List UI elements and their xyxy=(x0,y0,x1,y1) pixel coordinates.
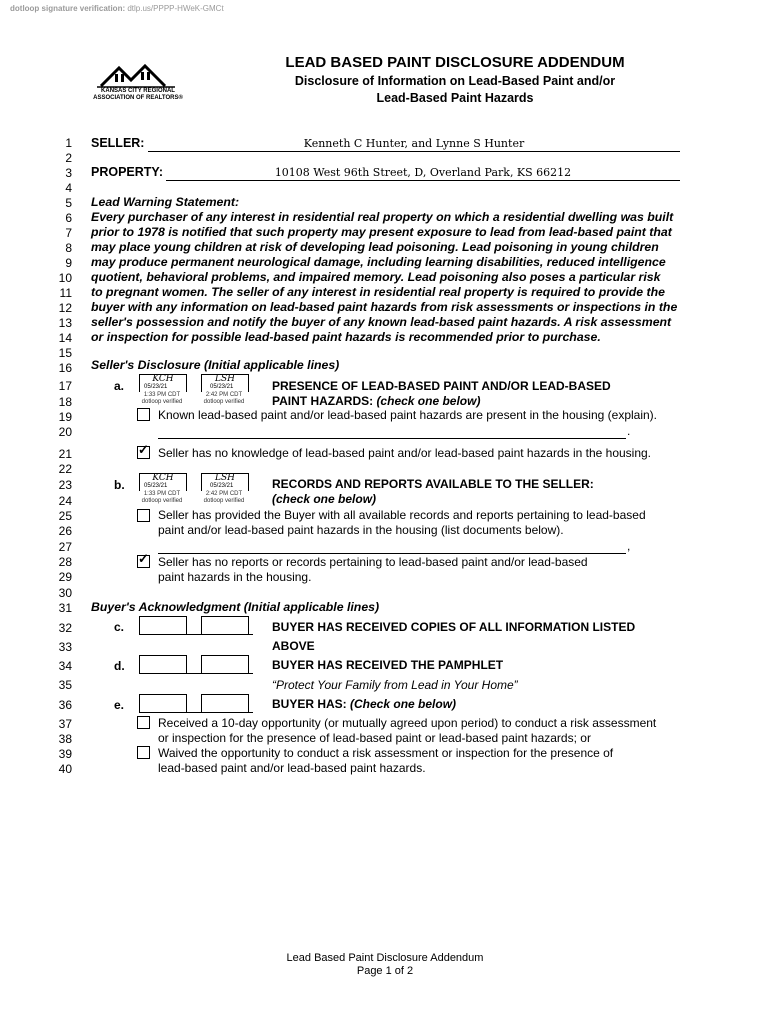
item-e-letter: e. xyxy=(114,698,125,712)
item-a-title-line1: PRESENCE OF LEAD-BASED PAINT AND/OR LEAD-BASED xyxy=(272,379,611,393)
line-number: 6 xyxy=(65,211,72,225)
verification-label: dotloop signature verification: xyxy=(10,4,126,13)
line-number: 25 xyxy=(58,509,72,523)
subtitle-line2: Lead-Based Paint Hazards xyxy=(376,91,534,105)
line-number: 22 xyxy=(58,462,72,476)
property-value: 10108 West 96th Street, D, Overland Park, KS 66212 xyxy=(274,166,572,179)
seller-initial-a2[interactable] xyxy=(201,374,249,392)
seller-initial-b2[interactable] xyxy=(201,473,249,491)
warning-line: Every purchaser of any interest in residential real property on which a residential dwelling was built xyxy=(91,210,674,224)
item-e-title-bold: BUYER HAS: xyxy=(272,697,351,711)
subtitle-line1: Disclosure of Information on Lead-Based Paint and/or xyxy=(294,74,616,88)
item-d-line1: BUYER HAS RECEIVED THE PAMPHLET xyxy=(272,658,504,672)
warning-line: quotient, behavioral problems, and impaired memory. Lead poisoning also poses a particular risk xyxy=(91,270,661,284)
item-c-line2: ABOVE xyxy=(272,639,315,653)
warning-line: seller's possession and notify the buyer of any known lead-based paint hazards. A risk assessment xyxy=(91,315,672,329)
item-c-letter: c. xyxy=(114,620,125,634)
logo-text xyxy=(93,88,183,102)
stamp-verified: dotloop verified xyxy=(203,399,245,405)
option-b1-end: , xyxy=(627,539,631,553)
item-b-title-line1: RECORDS AND REPORTS AVAILABLE TO THE SELLER: xyxy=(272,477,594,491)
warning-line: prior to 1978 is notified that such property may present exposure to lead from lead-based paint that xyxy=(91,225,672,239)
option-b1-text-line2: paint and/or lead-based paint hazards in the housing (list documents below). xyxy=(158,523,564,537)
line-number: 2 xyxy=(65,151,72,165)
line-number: 9 xyxy=(65,256,72,270)
line-number: 40 xyxy=(58,762,72,776)
initial-signature: LSH xyxy=(215,473,235,483)
item-a-title-line2 xyxy=(272,394,480,408)
initial-stamp-b2 xyxy=(194,491,254,505)
option-b1-checkbox[interactable] xyxy=(137,509,150,522)
initial-stamp-a1 xyxy=(132,392,192,406)
buyer-initial-c-line xyxy=(139,620,253,635)
initial-signature: LSH xyxy=(215,374,235,384)
stamp-time: 2:42 PM CDT xyxy=(205,491,243,497)
logo-line1: KANSAS CITY REGIONAL xyxy=(101,88,175,94)
item-a-title-bold: PAINT HAZARDS: xyxy=(272,394,377,408)
check-icon: ✓ xyxy=(138,551,149,566)
seller-label: SELLER: xyxy=(91,136,145,150)
line-number: 12 xyxy=(58,301,72,315)
line-number: 38 xyxy=(58,732,72,746)
option-a1-checkbox[interactable] xyxy=(137,408,150,421)
line-number: 10 xyxy=(58,271,72,285)
item-a-title-italic: (check one below) xyxy=(376,394,481,408)
line-number: 20 xyxy=(58,425,72,439)
line-number: 28 xyxy=(58,555,72,569)
option-e1-checkbox[interactable] xyxy=(137,716,150,729)
option-a2-checkbox[interactable] xyxy=(137,442,150,459)
initial-date: 05/23/21 xyxy=(210,483,234,489)
option-b2-checkbox[interactable] xyxy=(137,551,150,568)
initial-stamp-a2 xyxy=(194,392,254,406)
option-e2-checkbox[interactable] xyxy=(137,746,150,759)
property-field[interactable] xyxy=(166,165,680,181)
verification-link[interactable]: dtlp.us/PPPP-HWeK-GMCt xyxy=(127,4,224,13)
warning-heading: Lead Warning Statement: xyxy=(91,195,240,209)
page-footer xyxy=(200,952,570,978)
seller-value: Kenneth C Hunter, and Lynne S Hunter xyxy=(303,137,525,150)
logo-line2: ASSOCIATION OF REALTORS® xyxy=(93,95,183,101)
signature-verification xyxy=(10,4,224,13)
line-number: 36 xyxy=(58,698,72,712)
line-number: 35 xyxy=(58,678,72,692)
line-number: 3 xyxy=(65,166,72,180)
option-b1-documents-field[interactable] xyxy=(158,539,626,554)
line-number: 17 xyxy=(58,379,72,393)
seller-disclosure-heading: Seller's Disclosure (Initial applicable lines) xyxy=(91,358,340,372)
option-a1-explain-field[interactable] xyxy=(158,424,626,439)
warning-line: or inspection for possible lead-based paint hazards is recommended prior to purchase. xyxy=(91,330,601,344)
initial-signature: KCH xyxy=(152,473,174,483)
line-number: 31 xyxy=(58,601,72,615)
stamp-verified: dotloop verified xyxy=(203,498,245,504)
line-number: 29 xyxy=(58,570,72,584)
option-a1-text: Known lead-based paint and/or lead-based paint hazards are present in the housing (explain). xyxy=(158,408,657,422)
line-number: 39 xyxy=(58,747,72,761)
line-number: 37 xyxy=(58,717,72,731)
line-number: 7 xyxy=(65,226,72,240)
line-number: 14 xyxy=(58,331,72,345)
line-number: 11 xyxy=(59,286,72,300)
document-title: LEAD BASED PAINT DISCLOSURE ADDENDUM xyxy=(285,54,625,71)
line-number: 30 xyxy=(58,586,72,600)
seller-initial-a1[interactable] xyxy=(139,374,187,392)
item-b-letter: b. xyxy=(114,478,125,492)
stamp-verified: dotloop verified xyxy=(141,498,183,504)
option-e2-text-line1: Waived the opportunity to conduct a risk assessment or inspection for the presence of xyxy=(158,746,614,760)
item-d-letter: d. xyxy=(114,659,125,673)
line-number: 21 xyxy=(58,447,72,461)
line-number: 13 xyxy=(58,316,72,330)
line-number: 18 xyxy=(58,395,72,409)
option-a2-text: Seller has no knowledge of lead-based paint and/or lead-based paint hazards in the housing. xyxy=(158,446,652,460)
buyer-initial-e-line xyxy=(139,698,253,713)
item-a-letter: a. xyxy=(114,379,125,393)
option-e1-text-line2: or inspection for the presence of lead-based paint or lead-based paint hazards; or xyxy=(158,731,591,745)
line-number: 5 xyxy=(65,196,72,210)
line-number: 27 xyxy=(58,540,72,554)
line-number: 19 xyxy=(58,410,72,424)
line-number: 4 xyxy=(65,181,72,195)
warning-line: to pregnant women. The seller of any interest in residential real property is required to provide the xyxy=(91,285,665,299)
option-e2-text-line2: lead-based paint and/or lead-based paint hazards. xyxy=(158,761,426,775)
option-b2-text-line2: paint hazards in the housing. xyxy=(158,570,312,584)
initial-stamp-b1 xyxy=(132,491,192,505)
line-number: 8 xyxy=(65,241,72,255)
footer-title: Lead Based Paint Disclosure Addendum xyxy=(286,952,484,964)
stamp-time: 1:33 PM CDT xyxy=(143,491,181,497)
property-label: PROPERTY: xyxy=(91,165,163,179)
line-number: 26 xyxy=(58,524,72,538)
item-e-title-italic: (Check one below) xyxy=(350,697,457,711)
option-b1-text-line1: Seller has provided the Buyer with all available records and reports pertaining to lead-based xyxy=(158,508,646,522)
option-e1-text-line1: Received a 10-day opportunity (or mutually agreed upon period) to conduct a risk assessment xyxy=(158,716,657,730)
item-b-title-line2: (check one below) xyxy=(272,492,377,506)
buyer-ack-heading: Buyer's Acknowledgment (Initial applicable lines) xyxy=(91,600,380,614)
warning-line: buyer with any information on lead-based paint hazards from risk assessments or inspections in the xyxy=(91,300,678,314)
initial-signature: KCH xyxy=(152,374,174,384)
line-number: 34 xyxy=(58,659,72,673)
line-number: 24 xyxy=(58,494,72,508)
document-subtitle xyxy=(255,73,655,107)
line-number: 16 xyxy=(58,361,72,375)
stamp-verified: dotloop verified xyxy=(141,399,183,405)
warning-line: may place young children at risk of developing lead poisoning. Lead poisoning in young children xyxy=(91,240,659,254)
initial-date: 05/23/21 xyxy=(144,483,168,489)
warning-line: may produce permanent neurological damage, including learning disabilities, reduced intelligence xyxy=(91,255,666,269)
stamp-time: 1:33 PM CDT xyxy=(143,392,181,398)
buyer-initial-d-line xyxy=(139,659,253,674)
seller-field[interactable] xyxy=(148,136,680,152)
line-number: 33 xyxy=(58,640,72,654)
line-number: 23 xyxy=(58,478,72,492)
seller-initial-b1[interactable] xyxy=(139,473,187,491)
page-number: Page 1 of 2 xyxy=(356,965,414,977)
check-icon: ✓ xyxy=(138,442,149,457)
line-number: 32 xyxy=(58,621,72,635)
item-d-line2: “Protect Your Family from Lead in Your Home” xyxy=(272,678,518,692)
initial-date: 05/23/21 xyxy=(210,384,234,390)
line-number: 15 xyxy=(58,346,72,360)
initial-date: 05/23/21 xyxy=(144,384,168,390)
stamp-time: 2:42 PM CDT xyxy=(205,392,243,398)
item-c-line1: BUYER HAS RECEIVED COPIES OF ALL INFORMATION LISTED xyxy=(272,620,636,634)
item-e-title xyxy=(272,697,456,711)
line-number: 1 xyxy=(65,136,72,150)
option-a1-end: . xyxy=(627,424,631,438)
option-b2-text-line1: Seller has no reports or records pertaining to lead-based paint and/or lead-based xyxy=(158,555,588,569)
